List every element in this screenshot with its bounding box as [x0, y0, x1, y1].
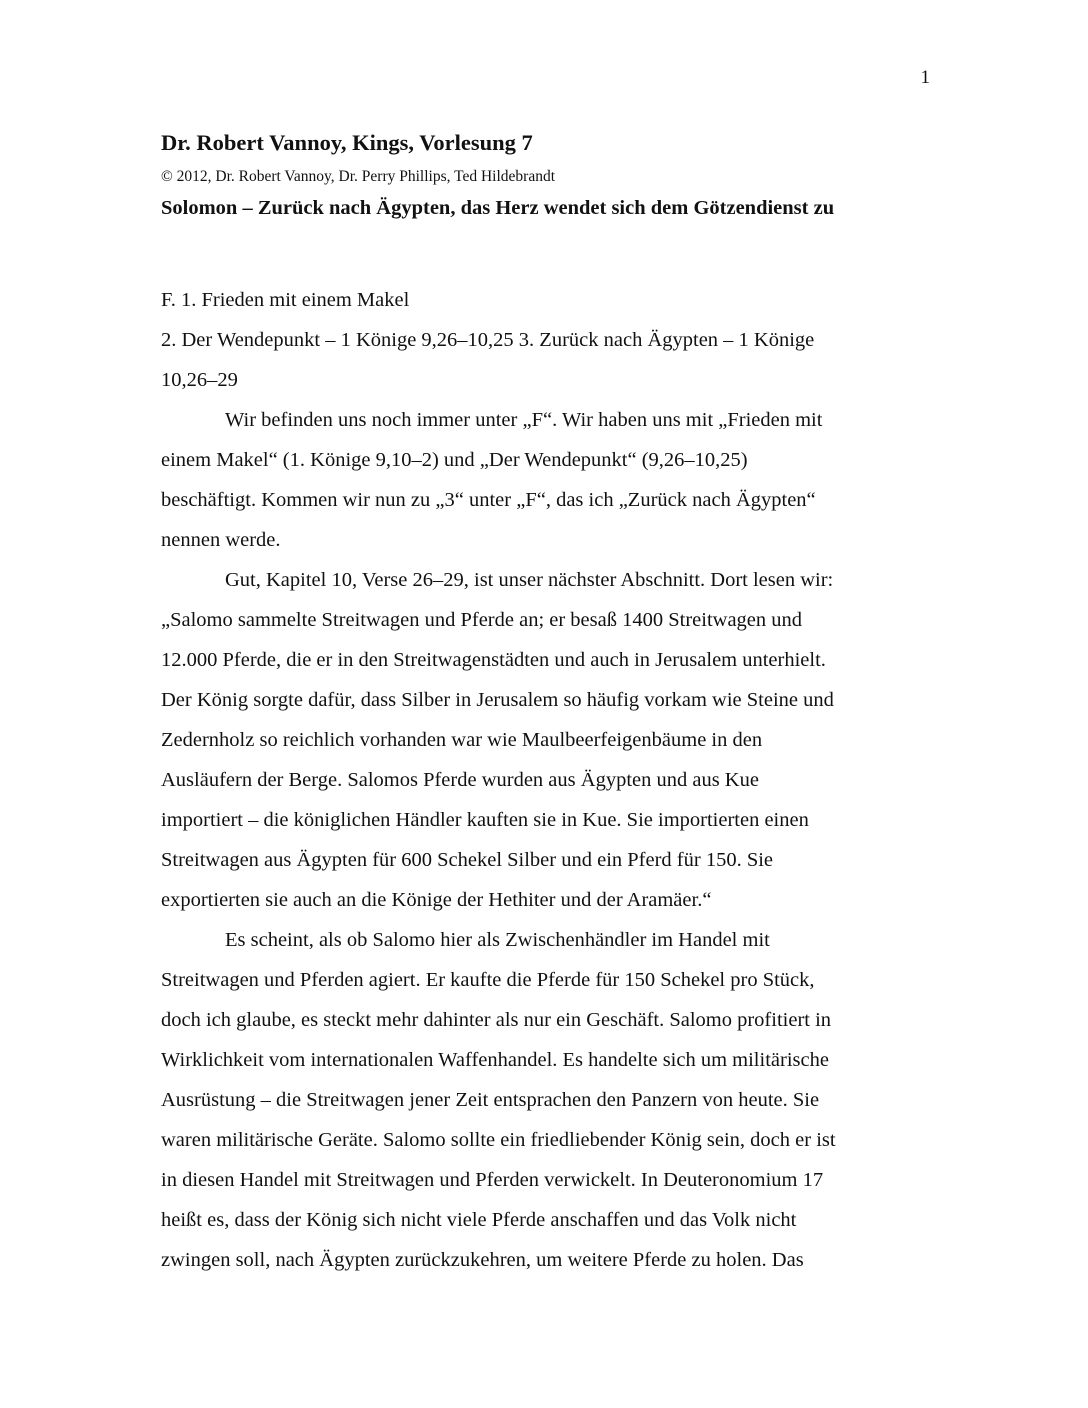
lecture-subtitle: Solomon – Zurück nach Ägypten, das Herz wendet sich dem Götzendienst zu — [161, 197, 835, 219]
paragraph-line: Wirklichkeit vom internationalen Waffenhandel. Es handelte sich um militärische — [161, 1049, 829, 1071]
paragraph-line: exportierten sie auch an die Könige der Hethiter und der Aramäer.“ — [161, 889, 712, 911]
paragraph-2 — [161, 560, 931, 920]
paragraph-line: Streitwagen und Pferden agiert. Er kaufte die Pferde für 150 Schekel pro Stück, — [161, 969, 815, 991]
paragraph-line: zwingen soll, nach Ägypten zurückzukehren, um weitere Pferde zu holen. Das — [161, 1249, 804, 1271]
copyright-line: © 2012, Dr. Robert Vannoy, Dr. Perry Phillips, Ted Hildebrandt — [161, 168, 556, 185]
outline-line: 2. Der Wendepunkt – 1 Könige 9,26–10,25 3. Zurück nach Ägypten – 1 Könige — [161, 329, 815, 351]
paragraph-line: Ausläufern der Berge. Salomos Pferde wurden aus Ägypten und aus Kue — [161, 769, 759, 791]
paragraph-line: Der König sorgte dafür, dass Silber in Jerusalem so häufig vorkam wie Steine und — [161, 689, 834, 711]
paragraph-line: Gut, Kapitel 10, Verse 26–29, ist unser nächster Abschnitt. Dort lesen wir: — [225, 569, 834, 591]
page-number: 1 — [920, 67, 930, 88]
outline-section — [161, 280, 931, 400]
paragraph-line: einem Makel“ (1. Könige 9,10–2) und „Der Wendepunkt“ (9,26–10,25) — [161, 449, 748, 471]
paragraph-line: Zedernholz so reichlich vorhanden war wie Maulbeerfeigenbäume in den — [161, 729, 763, 751]
paragraph-line: Wir befinden uns noch immer unter „F“. Wir haben uns mit „Frieden mit — [225, 409, 823, 431]
document-body — [161, 128, 931, 1280]
outline-line: 10,26–29 — [161, 369, 238, 391]
paragraph-3 — [161, 920, 931, 1280]
paragraph-line: „Salomo sammelte Streitwagen und Pferde an; er besaß 1400 Streitwagen und — [161, 609, 803, 631]
document-title: Dr. Robert Vannoy, Kings, Vorlesung 7 — [161, 130, 533, 155]
paragraph-line: doch ich glaube, es steckt mehr dahinter als nur ein Geschäft. Salomo profitiert in — [161, 1009, 832, 1031]
paragraph-line: Es scheint, als ob Salomo hier als Zwischenhändler im Handel mit — [225, 929, 770, 951]
paragraph-line: 12.000 Pferde, die er in den Streitwagenstädten und auch in Jerusalem unterhielt. — [161, 649, 826, 671]
paragraph-line: Ausrüstung – die Streitwagen jener Zeit entsprachen den Panzern von heute. Sie — [161, 1089, 820, 1111]
paragraph-1 — [161, 400, 931, 560]
paragraph-line: waren militärische Geräte. Salomo sollte ein friedliebender König sein, doch er ist — [161, 1129, 836, 1151]
outline-line: F. 1. Frieden mit einem Makel — [161, 289, 410, 311]
paragraph-line: Streitwagen aus Ägypten für 600 Schekel Silber und ein Pferd für 150. Sie — [161, 849, 774, 871]
paragraph-line: beschäftigt. Kommen wir nun zu „3“ unter „F“, das ich „Zurück nach Ägypten“ — [161, 489, 816, 511]
paragraph-line: in diesen Handel mit Streitwagen und Pferden verwickelt. In Deuteronomium 17 — [161, 1169, 824, 1191]
paragraph-line: nennen werde. — [161, 529, 281, 551]
paragraph-line: heißt es, dass der König sich nicht viele Pferde anschaffen und das Volk nicht — [161, 1209, 797, 1231]
paragraph-line: importiert – die königlichen Händler kauften sie in Kue. Sie importierten einen — [161, 809, 809, 831]
